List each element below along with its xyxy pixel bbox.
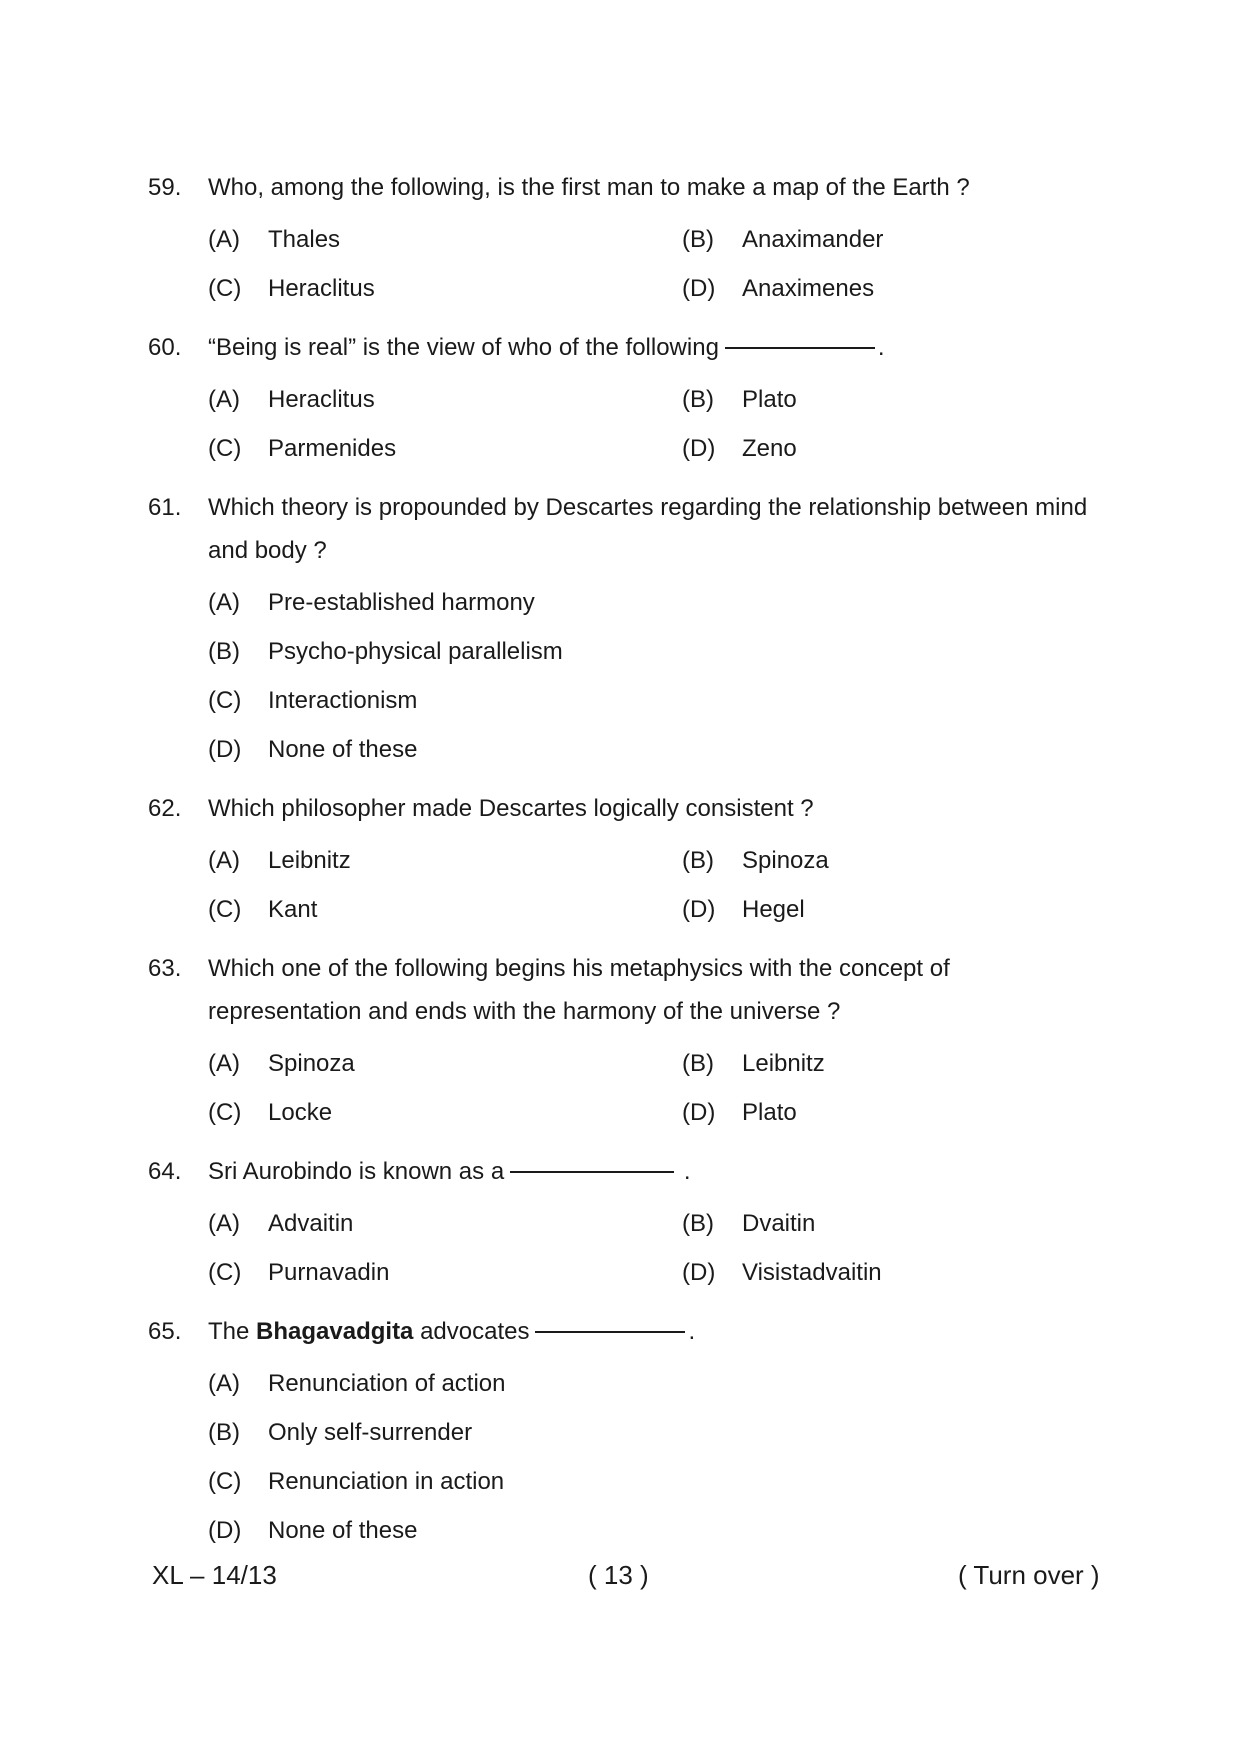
question-text [208, 1150, 1098, 1193]
option-text: Kant [268, 896, 318, 923]
option-b [208, 1408, 1098, 1457]
option-a [208, 1199, 682, 1248]
options [208, 215, 1098, 313]
option-a [208, 215, 682, 264]
option-text: Parmenides [268, 435, 397, 462]
question-63 [148, 947, 1098, 1137]
question-text-part: The [208, 1318, 250, 1345]
question-text: Which one of the following begins his metaphysics with the concept of representation and ends with the harmony of the universe ? [208, 955, 950, 1025]
option-c [208, 424, 682, 473]
option-label: (D) [682, 1259, 716, 1286]
option-text: Pre-established harmony [268, 589, 535, 616]
option-label: (D) [682, 435, 716, 462]
option-text: Purnavadin [268, 1259, 390, 1286]
question-64 [148, 1150, 1098, 1297]
option-label: (A) [208, 1370, 240, 1397]
option-text: Psycho-physical parallelism [268, 638, 563, 665]
question-65 [148, 1310, 1098, 1555]
question-text-part: Sri Aurobindo is known as a [208, 1158, 505, 1185]
option-text: Leibnitz [268, 847, 351, 874]
options [208, 578, 1098, 774]
answer-blank [535, 1331, 685, 1333]
book-title: Bhagavadgita [256, 1318, 414, 1345]
option-label: (A) [208, 1210, 240, 1237]
question-number: 63. [148, 955, 182, 982]
option-label: (A) [208, 847, 240, 874]
option-label: (C) [208, 1468, 242, 1495]
option-label: (A) [208, 226, 240, 253]
question-text-part: advocates [420, 1318, 530, 1345]
turn-over-note: ( Turn over ) [958, 1560, 1100, 1590]
option-text: Dvaitin [742, 1210, 816, 1237]
option-text: None of these [268, 1517, 418, 1544]
option-label: (C) [208, 435, 242, 462]
option-d [682, 885, 982, 934]
option-d [682, 1088, 982, 1137]
option-text: Visistadvaitin [742, 1259, 882, 1286]
option-text: Spinoza [742, 847, 829, 874]
question-62 [148, 787, 1098, 934]
question-text [208, 326, 1098, 369]
option-label: (A) [208, 1050, 240, 1077]
option-text: Hegel [742, 896, 805, 923]
option-c [208, 1457, 1098, 1506]
question-number: 65. [148, 1318, 182, 1345]
option-text: Anaximander [742, 226, 884, 253]
option-a [208, 578, 1098, 627]
option-label: (C) [208, 1099, 242, 1126]
paper-code: XL – 14/13 [152, 1560, 277, 1590]
answer-blank [725, 347, 875, 349]
question-61 [148, 486, 1098, 774]
option-label: (B) [682, 1050, 714, 1077]
question-59 [148, 166, 1098, 313]
option-label: (B) [208, 1419, 240, 1446]
question-text-part: . [688, 1318, 696, 1345]
options [208, 1359, 1098, 1555]
option-text: Only self-surrender [268, 1419, 473, 1446]
option-label: (B) [682, 1210, 714, 1237]
question-text: Who, among the following, is the first man to make a map of the Earth ? [208, 174, 970, 201]
question-text-part: . [683, 1158, 691, 1185]
options [208, 836, 1098, 934]
option-d [208, 1506, 1098, 1555]
option-text: Heraclitus [268, 386, 375, 413]
option-label: (A) [208, 386, 240, 413]
option-text: Heraclitus [268, 275, 375, 302]
option-c [208, 1248, 682, 1297]
option-d [682, 1248, 982, 1297]
option-d [682, 264, 982, 313]
question-number: 60. [148, 334, 182, 361]
option-text: Plato [742, 386, 797, 413]
option-b [682, 215, 982, 264]
question-number: 59. [148, 174, 182, 201]
option-label: (B) [682, 847, 714, 874]
option-a [208, 1039, 682, 1088]
option-label: (A) [208, 589, 240, 616]
option-label: (C) [208, 687, 242, 714]
question-text-part: . [877, 334, 885, 361]
option-b [682, 375, 982, 424]
option-text: Leibnitz [742, 1050, 825, 1077]
option-text: Plato [742, 1099, 797, 1126]
option-text: None of these [268, 736, 418, 763]
option-label: (D) [208, 1517, 242, 1544]
question-text [208, 1310, 1098, 1353]
option-text: Renunciation of action [268, 1370, 506, 1397]
question-number: 62. [148, 795, 182, 822]
option-text: Advaitin [268, 1210, 354, 1237]
option-label: (B) [208, 638, 240, 665]
option-b [682, 836, 982, 885]
question-60 [148, 326, 1098, 473]
option-b [682, 1039, 982, 1088]
option-a [208, 375, 682, 424]
option-label: (D) [682, 275, 716, 302]
option-label: (B) [682, 386, 714, 413]
option-d [208, 725, 1098, 774]
option-b [208, 627, 1098, 676]
question-text: Which philosopher made Descartes logically consistent ? [208, 795, 814, 822]
question-number: 64. [148, 1158, 182, 1185]
option-c [208, 264, 682, 313]
option-label: (B) [682, 226, 714, 253]
option-text: Interactionism [268, 687, 418, 714]
option-text: Renunciation in action [268, 1468, 505, 1495]
option-d [682, 424, 982, 473]
question-number: 61. [148, 494, 182, 521]
option-label: (D) [208, 736, 242, 763]
option-b [682, 1199, 982, 1248]
option-text: Locke [268, 1099, 333, 1126]
option-text: Thales [268, 226, 341, 253]
option-text: Zeno [742, 435, 797, 462]
option-label: (D) [682, 896, 716, 923]
option-label: (C) [208, 896, 242, 923]
option-a [208, 1359, 1098, 1408]
option-a [208, 836, 682, 885]
question-text-part: “Being is real” is the view of who of the following [208, 334, 719, 361]
option-text: Anaximenes [742, 275, 875, 302]
options [208, 375, 1098, 473]
question-text: Which theory is propounded by Descartes regarding the relationship between mind and body ? [208, 494, 1088, 564]
option-c [208, 885, 682, 934]
option-label: (D) [682, 1099, 716, 1126]
options [208, 1039, 1098, 1137]
option-text: Spinoza [268, 1050, 355, 1077]
option-label: (C) [208, 1259, 242, 1286]
option-label: (C) [208, 275, 242, 302]
answer-blank [510, 1171, 674, 1173]
page-number: ( 13 ) [588, 1560, 649, 1590]
option-c [208, 1088, 682, 1137]
options [208, 1199, 1098, 1297]
option-c [208, 676, 1098, 725]
